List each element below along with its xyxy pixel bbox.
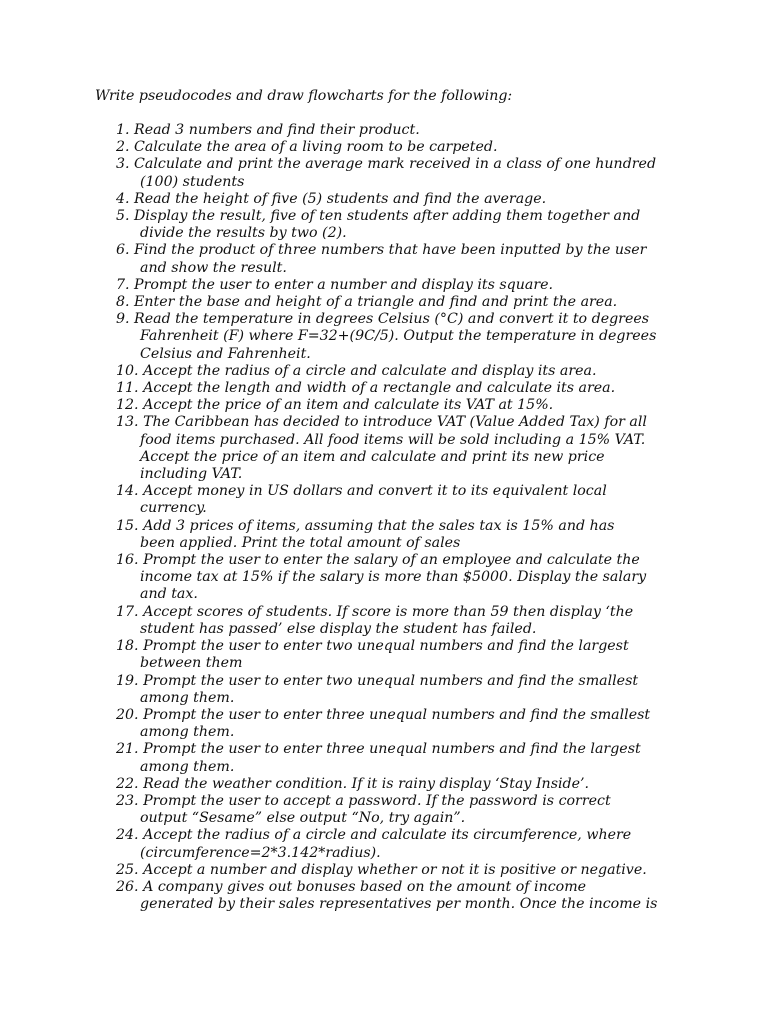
list-item <box>116 380 676 397</box>
list-item-text: 14. Accept money in US dollars and convert it to its equivalent local <box>116 483 607 500</box>
list-item <box>116 483 676 517</box>
list-item-text: 13. The Caribbean has decided to introduce VAT (Value Added Tax) for all <box>116 414 647 431</box>
list-item <box>116 139 676 156</box>
list-item <box>116 776 676 793</box>
list-item-text: 18. Prompt the user to enter two unequal numbers and find the largest <box>116 638 629 655</box>
list-item <box>116 673 676 707</box>
list-item-text: 22. Read the weather condition. If it is rainy display ‘Stay Inside’. <box>116 775 590 792</box>
list-item-continuation: among them. <box>140 758 235 775</box>
list-item-text: 26. A company gives out bonuses based on the amount of income <box>116 878 587 895</box>
list-item-text: 6. Find the product of three numbers that have been inputted by the user <box>116 242 647 259</box>
list-item-text: 9. Read the temperature in degrees Celsius (°C) and convert it to degrees <box>116 311 650 328</box>
list-item <box>116 879 676 913</box>
page-heading: Write pseudocodes and draw flowcharts for the following: <box>95 88 513 104</box>
list-item <box>116 414 676 483</box>
list-item-text: 15. Add 3 prices of items, assuming that the sales tax is 15% and has <box>116 517 615 534</box>
list-item-continuation: generated by their sales representatives per month. Once the income is <box>140 896 658 913</box>
list-item-text: 17. Accept scores of students. If score is more than 59 then display ‘the <box>116 603 634 620</box>
list-item-text: 16. Prompt the user to enter the salary of an employee and calculate the <box>116 552 640 569</box>
list-item-continuation: food items purchased. All food items will be sold including a 15% VAT. <box>140 431 646 448</box>
list-item-continuation: currency. <box>140 500 207 517</box>
list-item-text: 19. Prompt the user to enter two unequal numbers and find the smallest <box>116 672 639 689</box>
list-item-continuation: between them <box>140 655 243 672</box>
list-item <box>116 397 676 414</box>
list-item <box>116 208 676 242</box>
list-item-continuation: (circumference=2*3.142*radius). <box>140 844 381 861</box>
list-item-text: 24. Accept the radius of a circle and calculate its circumference, where <box>116 827 632 844</box>
list-item-continuation: among them. <box>140 689 235 706</box>
list-item-continuation: and tax. <box>140 586 198 603</box>
list-item <box>116 156 676 190</box>
list-item <box>116 707 676 741</box>
list-item <box>116 604 676 638</box>
task-list <box>116 122 676 913</box>
list-item <box>116 518 676 552</box>
list-item-text: 10. Accept the radius of a circle and calculate and display its area. <box>116 362 597 379</box>
list-item-text: 23. Prompt the user to accept a password. If the password is correct <box>116 792 611 809</box>
list-item-text: 21. Prompt the user to enter three unequal numbers and find the largest <box>116 741 641 758</box>
list-item <box>116 311 676 363</box>
list-item-text: 5. Display the result, five of ten students after adding them together and <box>116 208 641 225</box>
list-item <box>116 363 676 380</box>
list-item <box>116 242 676 276</box>
list-item-continuation: student has passed’ else display the student has failed. <box>140 620 537 637</box>
list-item <box>116 277 676 294</box>
list-item <box>116 638 676 672</box>
list-item-continuation: income tax at 15% if the salary is more than $5000. Display the salary <box>140 569 647 586</box>
list-item-continuation: been applied. Print the total amount of sales <box>140 534 461 551</box>
list-item-continuation: Celsius and Fahrenheit. <box>140 345 311 362</box>
list-item-continuation: including VAT. <box>140 466 243 483</box>
list-item-text: 11. Accept the length and width of a rectangle and calculate its area. <box>116 380 616 397</box>
list-item-text: 8. Enter the base and height of a triangle and find and print the area. <box>116 294 618 311</box>
list-item-continuation: and show the result. <box>140 259 287 276</box>
list-item <box>116 191 676 208</box>
list-item-continuation: output “Sesame” else output “No, try again”. <box>140 810 466 827</box>
list-item-continuation: among them. <box>140 724 235 741</box>
list-item-text: 4. Read the height of five (5) students and find the average. <box>116 190 547 207</box>
list-item-text: 7. Prompt the user to enter a number and display its square. <box>116 276 554 293</box>
list-item-continuation: divide the results by two (2). <box>140 225 347 242</box>
list-item-text: 1. Read 3 numbers and find their product. <box>116 122 420 138</box>
list-item-text: 20. Prompt the user to enter three unequal numbers and find the smallest <box>116 706 651 723</box>
list-item-text: 2. Calculate the area of a living room to be carpeted. <box>116 139 498 156</box>
list-item <box>116 862 676 879</box>
list-item-continuation: Accept the price of an item and calculate and print its new price <box>140 448 605 465</box>
list-item <box>116 827 676 861</box>
list-item-continuation: Fahrenheit (F) where F=32+(9C/5). Output the temperature in degrees <box>140 328 657 345</box>
list-item <box>116 793 676 827</box>
list-item-text: 25. Accept a number and display whether or not it is positive or negative. <box>116 861 647 878</box>
list-item-continuation: (100) students <box>140 173 245 190</box>
list-item <box>116 552 676 604</box>
list-item <box>116 294 676 311</box>
list-item <box>116 122 676 139</box>
list-item-text: 3. Calculate and print the average mark received in a class of one hundred <box>116 156 657 173</box>
list-item <box>116 741 676 775</box>
list-item-text: 12. Accept the price of an item and calculate its VAT at 15%. <box>116 397 554 414</box>
